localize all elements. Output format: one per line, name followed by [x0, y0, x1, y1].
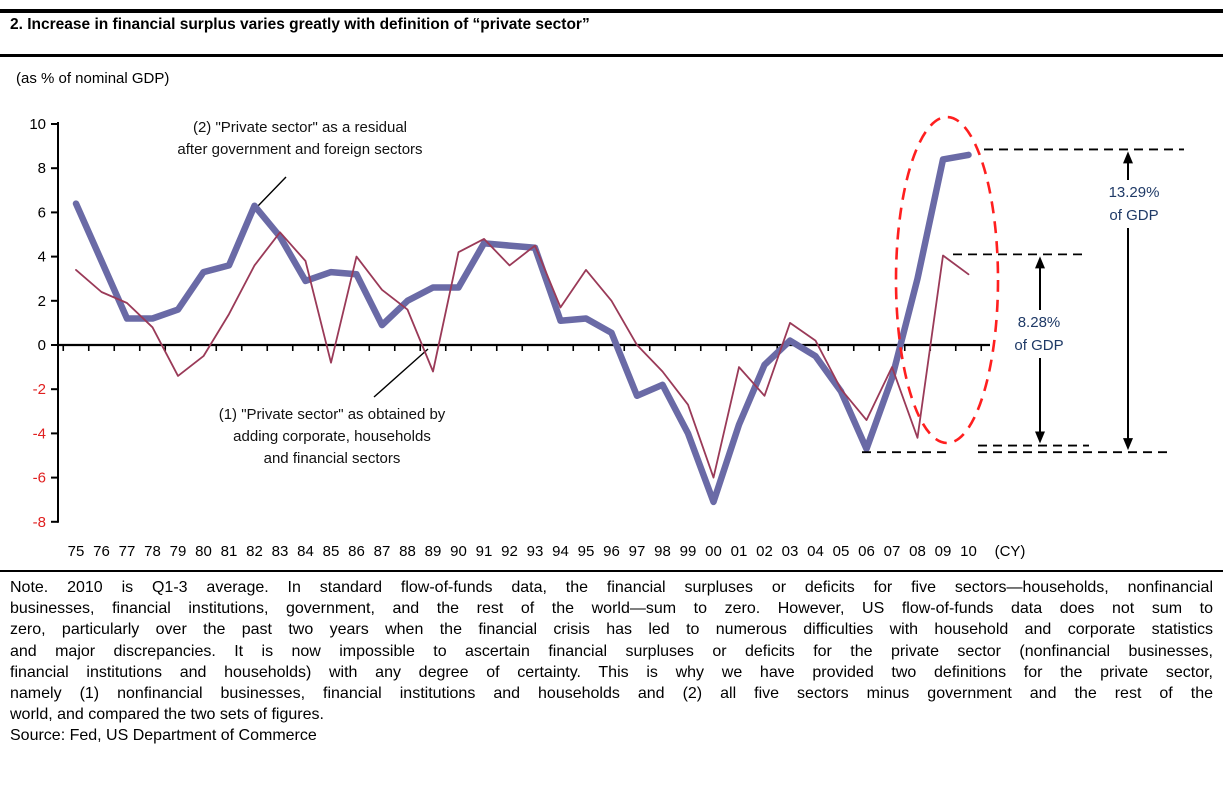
note-line: namely (1) nonfinancial businesses, financial institutions and households and (2) all five sectors minus government and the rest of the — [10, 685, 1213, 703]
highlight-ellipse — [896, 117, 998, 443]
x-tick-label: 82 — [246, 543, 263, 560]
y-tick-label: -2 — [32, 381, 46, 399]
x-tick-label: 96 — [603, 543, 620, 560]
x-tick-label: 93 — [526, 543, 544, 560]
x-tick-label: 10 — [960, 543, 977, 560]
series2-annotation — [120, 117, 480, 161]
note-block — [10, 577, 1213, 747]
x-tick-label: 97 — [628, 543, 646, 560]
x-tick-label: 85 — [322, 543, 340, 560]
series2-annotation-line2: after government and foreign sectors — [177, 141, 423, 158]
x-tick-label: 90 — [450, 543, 467, 560]
gap-small-arrow-head-bottom — [1035, 432, 1045, 444]
x-tick-label: 87 — [373, 543, 391, 560]
x-tick-label: 75 — [67, 543, 85, 560]
note-line: financial institutions and households) with any degree of certainty. This is why we have provided two definitions for the private sector, — [10, 663, 1213, 681]
series2-annotation-leader — [257, 177, 286, 207]
x-tick-label: 77 — [118, 543, 136, 560]
gap-large-value: 13.29% — [1108, 184, 1160, 201]
y-tick-label: 4 — [37, 248, 46, 266]
page-title: 2. Increase in financial surplus varies greatly with definition of “private sector” — [10, 16, 590, 33]
x-tick-label: 98 — [654, 543, 671, 560]
x-tick-label: 00 — [705, 543, 722, 560]
y-tick-label: 10 — [29, 116, 46, 133]
title-divider — [0, 54, 1223, 57]
x-tick-label: 01 — [730, 543, 748, 560]
note-line: and major discrepancies. It is now impossible to ascertain financial surpluses or deficits for the private sector (nonfinancial businesses, — [10, 642, 1213, 660]
y-tick-label: 6 — [37, 204, 46, 222]
x-tick-label: 80 — [195, 543, 212, 560]
x-axis-unit-label: (CY) — [994, 543, 1026, 560]
gap-small-arrow-head-top — [1035, 256, 1045, 268]
gap-small-value: 8.28% — [1017, 314, 1061, 331]
x-tick-label: 89 — [424, 543, 442, 560]
x-tick-label: 92 — [501, 543, 518, 560]
x-tick-label: 81 — [220, 543, 238, 560]
x-tick-label: 04 — [807, 543, 824, 560]
source-text: Source: Fed, US Department of Commerce — [10, 727, 317, 745]
x-tick-label: 08 — [909, 543, 926, 560]
x-tick-label: 84 — [297, 543, 314, 560]
gap-small-unit: of GDP — [1014, 337, 1064, 354]
gap-large-label — [1098, 180, 1170, 228]
x-tick-label: 94 — [552, 543, 569, 560]
x-tick-label: 09 — [934, 543, 952, 560]
x-tick-label: 79 — [169, 543, 187, 560]
series1-annotation-leader — [374, 349, 428, 397]
series2-annotation-line1: (2) "Private sector" as a residual — [192, 119, 408, 136]
series1-annotation-line3: and financial sectors — [263, 450, 401, 467]
x-tick-label: 88 — [399, 543, 416, 560]
y-tick-label: 0 — [37, 337, 46, 354]
x-tick-label: 02 — [756, 543, 773, 560]
x-tick-label: 05 — [832, 543, 850, 560]
note-line: businesses, financial institutions, government, and the rest of the world—sum to zero. However, US flow-of-funds data does not sum to — [10, 600, 1213, 618]
top-rule — [0, 9, 1223, 13]
note-divider — [0, 570, 1223, 572]
note-line: Note. 2010 is Q1-3 average. In standard flow-of-funds data, the financial surpluses or deficits for five sectors—households, nonfinancial — [10, 579, 1213, 596]
x-tick-label: 03 — [781, 543, 799, 560]
gap-small-label — [1002, 310, 1076, 358]
axis-unit-label: (as % of nominal GDP) — [16, 70, 170, 87]
x-tick-label: 76 — [93, 543, 110, 560]
y-tick-label: -6 — [32, 469, 46, 487]
x-tick-label: 78 — [144, 543, 161, 560]
chart-canvas — [0, 100, 1223, 570]
x-tick-label: 07 — [883, 543, 901, 560]
gap-large-arrow-head-top — [1123, 151, 1133, 163]
series1-annotation-line1: (1) "Private sector" as obtained by — [218, 406, 446, 423]
x-tick-label: 95 — [577, 543, 595, 560]
x-tick-label: 83 — [271, 543, 289, 560]
y-tick-label: 8 — [37, 160, 46, 178]
x-tick-label: 06 — [858, 543, 875, 560]
gap-large-unit: of GDP — [1109, 207, 1159, 224]
gap-large-arrow-head-bottom — [1123, 438, 1133, 450]
x-tick-label: 86 — [348, 543, 365, 560]
note-text — [10, 577, 1213, 725]
series1-annotation-line2: adding corporate, households — [233, 428, 431, 445]
series1-annotation — [152, 404, 512, 470]
x-tick-label: 91 — [475, 543, 493, 560]
note-line: zero, particularly over the past two years when the financial crisis has led to numerous difficulties with household and corporate statistics — [10, 621, 1213, 639]
note-line: world, and compared the two sets of figures. — [10, 706, 324, 724]
y-tick-label: 2 — [37, 292, 46, 310]
y-tick-label: -4 — [32, 425, 46, 443]
y-tick-label: -8 — [32, 513, 46, 531]
x-tick-label: 99 — [679, 543, 697, 560]
